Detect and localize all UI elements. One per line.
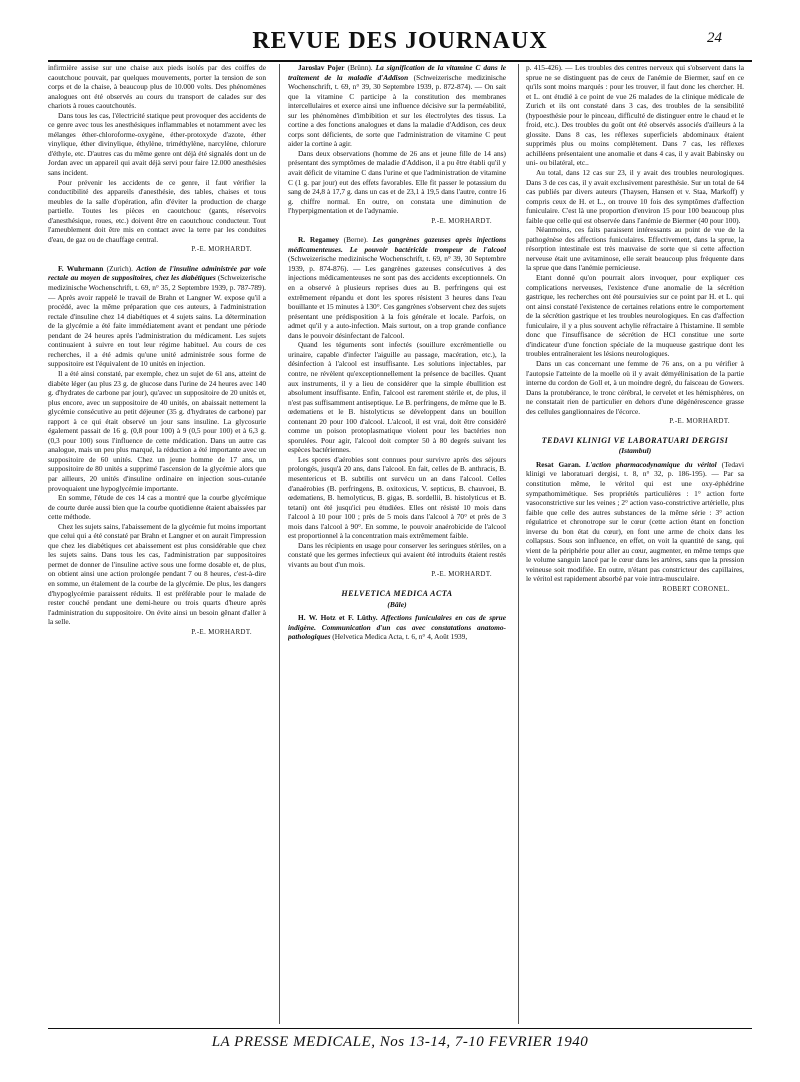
journal-city: (Istambul) (618, 446, 652, 456)
signature: P.-E. MORHARDT. (191, 246, 252, 254)
section-gap (288, 580, 506, 589)
article-body: (Schweizerische medizinische Wochenschrift, t. 69, n° 39, 30 Septembre 1939, p. 872-874). — On sait que la vitamine C participe à la constitution des membranes intercellulaires et exerce ainsi une influence décisive sur la perméabilité, sur les phénomènes d'imbibition et sur les électrolytes des tissus. La cortine a des fonctions analogues et dans la maladie d'Addison, ces deux corps sont déficients, de sorte que l'administration de vitamine C peut aider la cortine à agir. (288, 72, 506, 149)
article-body: (Schweizerische medizinische Wochenschrift, t. 69, n° 35, 2 Septembre 1939, p. 787-789). — Après avoir rappelé le travail de Brahn et Langner W. expose qu'il a procédé, avec la même préparation que ces auteurs, à l'administration rectale d'insuline chez 14 diabétiques et 4 sujets sains. La détermination de la glycémie a été faite immédiatement avant et pendant une période pendant de 24 heures après l'administration du médicament. Les sujets continuaient à suivre en tout leur régime habituel. Au cours de ces recherches, il a été admis qu'une unité administrée sous forme de suppositoire est l'équivalent de 10 unités en injection. (48, 273, 266, 369)
paragraph: Chez les sujets sains, l'abaissement de la glycémie fut moins important que celui qui a été constaté par Brahn et Langner et on aurait l'impression que chez les diabétiques cet abaissement est plus considérable que chez les sujets sains. Dans tous les cas, l'administration par suppositoires permet de donner de l'insuline active sous une forme dosable et, de plus, on obtient ainsi une action prolongée pendant 7 ou 8 heures, c'est-à-dire en somme, un étalement de la courbe de la glycémie. De plus, les dangers d'hypoglycémie paraissent réduits. Il est préférable pour le malade de rester couché pendant une demi-heure ou trois quarts d'heure après l'administration du suppositoire. On évite ainsi un besoin gênant d'aller à la selle. (48, 521, 266, 627)
column-divider (518, 64, 519, 1024)
paragraph: Etant donné qu'on pourrait alors invoquer, pour expliquer ces complications nerveuses, l'existence d'une anomalie de la sécrétion gastrique, les recherches ont été poursuivies sur ce point par H. et L. qui ont ainsi constaté l'existence de certaines relations entre le comportement de la sécrétion gastrique et les troubles neurologiques. En cas d'affection funiculaire, il y a plus souvent achylie réfractaire à l'histamine. Il semble donc que l'insuffisance de sécrétion de HCl constitue une sorte d'indicateur d'une fonction spéciale de la muqueuse gastrique dont les troubles entraîneraient les lésions neurologiques. (526, 273, 744, 359)
column-2 (288, 63, 506, 1025)
article-author: F. Wuhrmann (58, 263, 104, 273)
header-rule (48, 60, 752, 62)
column-divider (279, 64, 280, 1024)
article-place: (Berne). (338, 235, 373, 245)
section-gap (48, 255, 266, 264)
journal-city: (Bâle) (387, 599, 407, 609)
article-entry (288, 235, 506, 340)
article-place: (Zurich). (103, 263, 137, 273)
paragraph: Dans un cas concernant une femme de 76 ans, on a pu vérifier à l'autopsie l'atteinte de la moelle où il y avait démyélinisation de la partie interne du cordon de Goll et, à un moindre degré, du faisceau de Gowers. Dans la protubérance, le tronc cérébral, le cervelet et les hémisphères, on ne constatait rien de particulier en dehors d'une dégénérescence grasse des cellules ganglionnaires de l'écorce. (526, 358, 744, 416)
journal-name: TEDAVI KLINIGI VE LABORATUARI DERGISI (541, 435, 729, 445)
article-author: Resat Garan. (536, 459, 581, 469)
page-footer: LA PRESSE MEDICALE, Nos 13-14, 7-10 FEVRIER 1940 (211, 1034, 589, 1050)
page-header (48, 26, 752, 56)
section-gap (288, 226, 506, 235)
paragraph: Les spores d'aérobies sont connues pour survivre après des séjours prolongés, jusqu'à 20 ans, dans l'alcool. En fait, celles de B. anthracis, B. mesentericus et B. subtilis ont survécu un an dans l'alcool. Celles d'anaérobies (B. perfringens, B. oxitoxicus, V. septicus, B. chauvoei, B. œdematiens, B. hemolyticus, B. gigas, B. sordellii, B. histolyticus et B. tetani) ont été jusqu'ici peu étudiées. Elles ont résisté 10 mois dans l'alcool à 10 pour 100 ; près de 5 mois dans l'alcool à 70° et près de 3 mois dans l'alcool à 90°. En somme, le pouvoir anaérobicide de l'alcool est proportionnel à la concentration mais extrêmement faible. (288, 454, 506, 541)
article-body: (Schweizerische medizinische Wochenschrift, t. 69, n° 39, 30 Septembre 1939, p. 874-876). — Les gangrènes gazeuses consécutives à des injections médicamenteuses ne sont pas des accidents exceptionnels. On en a observé à plusieurs reprises dues au B. perfringens qui est extrêmement répandu et dont les spores résistent 3 heures dans l'eau bouillante et 15 minutes à 130°. Ces gangrènes s'observent chez des sujets présentant une prédisposition à la fois générale et locale. Parfois, on admet qu'il y a auto-infection. Mais surtout, on a trop grande confiance dans le pouvoir désinfectant de l'alcool. (288, 254, 506, 340)
paragraph: Dans tous les cas, l'électricité statique peut provoquer des accidents de ce genre avec tous les anesthésiques inflammables et notamment avec les mélanges éther-chloroforme-oxygène, éther-protoxyde d'azote, éther vinylique, éther divinylique, éthylène, triméthylène, narcylène, chlorure d'éthyle, etc. D'autres cas du même genre ont déjà été signalés dont un de Jordan avec un appareil qui avait déjà servi pour faire 12.000 anesthésies sans incident. (48, 110, 266, 178)
article-body: (Helvetica Medica Acta, t. 6, n° 4, Août 1939, (330, 632, 468, 642)
article-entry (288, 613, 506, 642)
article-author: Jaroslav Pojer (298, 63, 345, 72)
signature: P.-E. MORHARDT. (191, 628, 252, 636)
paragraph: En somme, l'étude de ces 14 cas a montré que la courbe glycémique de courte durée aussi bien que la courbe quotidienne étaient abaissées par cette méthode. (48, 493, 266, 522)
article-title: Affections funiculaires en cas de sprue indigène. Communication d'un cas avec constatations anatomo-pathologiques (288, 613, 506, 642)
signature: P.-E. MORHARDT. (669, 418, 730, 426)
footer-rule (48, 1028, 752, 1029)
section-gap (526, 427, 744, 436)
paragraph: infirmière assise sur une chaise aux pieds isolés par des coiffes de caoutchouc pouvait, par quelques mouvements, porter la tension de son corps et de la chaise, à beaucoup plus de 10.000 volts. Des phénomènes analogues ont été observés au cours du transport de calades sur des chariots à roues caoutchoutés. (48, 63, 266, 111)
paragraph: Quand les téguments sont infectés (souillure excrémentielle ou urinaire, capable d'infecter l'aiguille au passage, macération, etc.), la désinfection à l'alcool est insuffisante. Les solutions injectables, par contre, ne révèlent qu'exceptionnellement la présence de bacilles. Quant aux instruments, il y a lieu de considérer que la simple ébullition est absolument insuffisante. Enfin, l'alcool est rarement stérile et, de plus, il n'est pas suffisamment antiseptique. Le B. perfringens, de même que le B. œdematiens et le B. histolyticus se développent dans un bouillon contenant 20 pour 100 d'alcool. L'alcool, il est vrai, doit être considéré comme un poison protoplasmatique violent pour les bactéries non sporulées. Pour agir, l'alcool doit compter 50 à 80 degrés suivant les espèces bactériennes. (288, 340, 506, 455)
article-title: Action de l'insuline administrée par voie rectale au moyen de suppositoires, chez les diabétiques (48, 263, 266, 283)
paragraph: Il a été ainsi constaté, par exemple, chez un sujet de 61 ans, atteint de diabète léger (au plus 23 g. de glucose dans l'urine de 24 heures avec 140 g. d'hydrates de carbone par jour), qu'avec un suppositoire de 20 unités et, plus encore, avec un suppositoire de 40 unités, on abaissait nettement la glycémie consécutive au petit déjeuner (35 g. d'hydrates de carbone) par rapport à ce qui était observé un jour sans insuline. La glycosurie également passait de 16 g. (0,8 pour 100) à 9 (0,5 pour 100) et à 6,3 g. (0,3 pour 100) sous l'influence de cette médication. Dans un autre cas analogue, mais un peu plus marqué, la réduction a été importante avec un suppositoire de 60 unités. Chez un jeune homme de 17 ans, un suppositoire de 80 unités a supprimé l'ascension de la glycémie alors que par ailleurs, 20 unités d'insuline ordinaire en injection sous-cutanée provoquaient une hypoglycémie importante. (48, 368, 266, 493)
article-title: L'action pharmacodynamique du véritol (585, 459, 717, 469)
column-1 (48, 63, 266, 1025)
signature: P.-E. MORHARDT. (431, 217, 492, 225)
signature: P.-E. MORHARDT. (431, 571, 492, 579)
page-number: 24 (707, 30, 722, 46)
article-entry (526, 460, 744, 584)
paragraph: Néanmoins, ces faits paraissent intéressants au point de vue de la pathogénèse des affections funiculaires. Effectivement, dans la sprue, la résorption intestinale est très mauvaise de sorte que si cette affection nerveuse était une avitaminose, elle serait beaucoup plus fréquente dans la sprue que dans l'anémie pernicieuse. (526, 225, 744, 273)
article-title: Les gangrènes gazeuses après injections médicamenteuses. Le pouvoir bactéricide trompeur de l'alcool (288, 235, 506, 254)
article-body: (Tedavi klinigi ve laboratuari dergisi, t. 8, n° 32, p. 186-195). — Par sa constitution même, le véritol qui est une oxy-éphédrine sympathomimétique. Ses propriétés particulières : 1° action forte vasoconstrictive sur les veines ; 2° action vaso-constrictive artérielle, plus faible que celle des autres substances de la même série : 3° action régulatrice et chronotrope sur le cœur (cette action étant en fonction inverse du bon état du cœur), en font une arme de choix dans les collapsus. Sous son influence, en effet, on voit la quantité de sang, qui vient de la périphérie pour aller au cœur, augmenter, en même temps que le volume sanguin lancé par le cœur dans les artères, sans que la pression veineuse soit modifiée. En outre, n'étant pas constricteur des capillaires, le véritol est rapidement absorbé par voie intra-musculaire. (526, 459, 744, 584)
paragraph: Dans les récipients en usage pour conserver les seringues stériles, on a constaté que les germes infectieux qui avaient été introduits étaient restés vivants au bout d'un mois. (288, 540, 506, 569)
article-author: R. Regamey (298, 235, 339, 245)
article-title: La signification de la vitamine C dans le traitement de la maladie d'Addison (288, 63, 506, 82)
running-title: REVUE DES JOURNAUX (252, 28, 548, 54)
journal-name: HELVETICA MEDICA ACTA (341, 588, 453, 598)
article-place: (Brünn). (344, 63, 376, 72)
article-author: H. W. Hotz et F. Lüthy. (298, 613, 378, 623)
column-3 (526, 63, 744, 1025)
article-entry (48, 264, 266, 369)
signature: ROBERT CORONEL. (662, 585, 730, 593)
paragraph: Pour prévenir les accidents de ce genre, il faut vérifier la conductibilité des appareils d'anesthésie, des tables, chaises et tous meubles de la salle d'opération, afin d'éviter la production de charge partielle. Toutes les pièces en caoutchouc (gants, réservoirs d'anesthésique, roues, etc.) doivent être en caoutchouc conducteur. Tout l'ameublement doit être mis en contact avec la terre par les conduites d'eau, de gaz ou de chauffage central. (48, 177, 266, 244)
paragraph: Au total, dans 12 cas sur 23, il y avait des troubles neurologiques. Dans 3 de ces cas, il y avait exclusivement paresthésie. Sur un total de 64 cas publiés par divers auteurs (Thaysen, Hansen et v. Staa, Markoff) y compris ceux de H. et L., on trouve 10 fois des symptômes d'affection funiculaire. C'est là une proportion d'environ 15 pour 100 beaucoup plus faible que celle qui est observée dans l'anémie de Biermer (40 pour 100). (526, 168, 744, 225)
article-entry (288, 63, 506, 149)
paragraph: Dans deux observations (homme de 26 ans et jeune fille de 14 ans) présentant des symptômes de maladie d'Addison, il a pu être établi qu'il y avait déficit de vitamine C dans l'urine et que l'administration de vitamine C (1 g. par jour) eut des effets favorables. Elle fit passer le potassium du sang de 24,8 à 17,7 g. dans un cas et de 23,1 à 19,5 dans l'autre, contre 16 g. chiffre normal. En outre, on constata une diminution de l'hyperpigmentation et de l'adynamie. (288, 148, 506, 216)
paragraph: p. 415-426). — Les troubles des centres nerveux qui s'observent dans la sprue ne se distinguent pas de ceux de l'anémie de Biermer, sauf en ce qu'ils sont moins marqués : pour les trouver, il faut donc les chercher. H. et L. ont étudié à ce point de vue 26 malades de la clinique médicale de Zurich et ils ont constaté dans 3 cas, des troubles de la sensibilité (hypoesthésie pour le pinceau, difficulté de distinguer entre le chaud et le froid, etc.). Des troubles du goût ont été observés associés d'ailleurs à la glossite. Dans 8 cas, les réflexes superficiels abdominaux étaient supprimés plus ou moins complètement. Dans 7 cas, les réflexes achilléens présentaient une anomalie et dans 4 cas, il y avait Babinsky ou uni- ou bilatéral, etc.. (526, 63, 744, 168)
